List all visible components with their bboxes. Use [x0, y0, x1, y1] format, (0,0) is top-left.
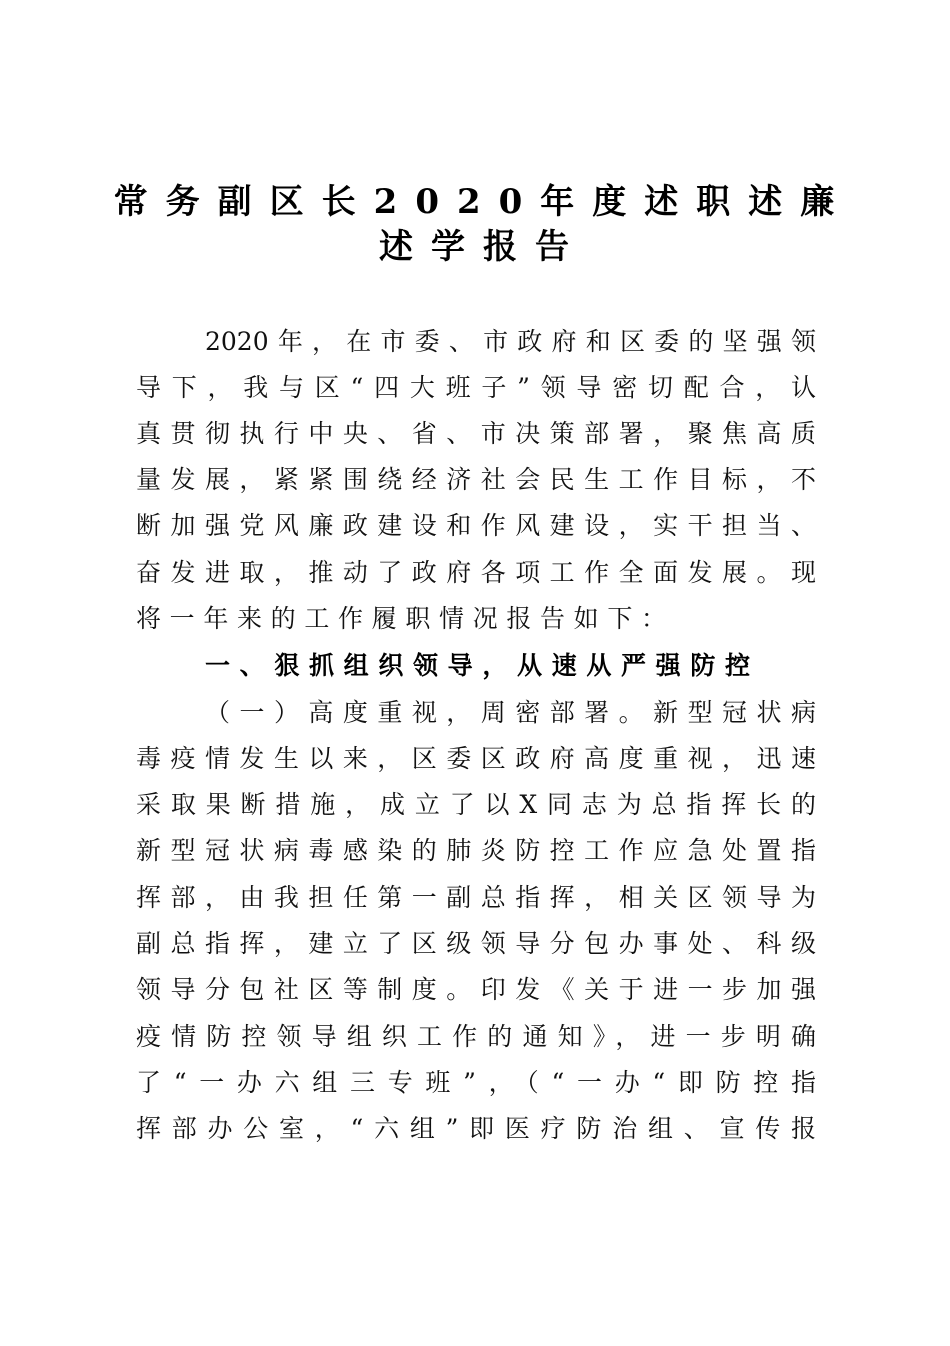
paragraph-line: 疫情防控领导组织工作的通知》，进一步明确 — [136, 1022, 816, 1051]
paragraph-line: 真贯彻执行中央、省、市决策部署，聚焦高质 — [136, 419, 816, 448]
document-title-line-2: 述学报告 — [379, 227, 587, 267]
paragraph-line: 新型冠状病毒感染的肺炎防控工作应急处置指 — [136, 836, 816, 865]
section-heading: 一、狠抓组织领导，从速从严强防控 — [205, 651, 750, 680]
paragraph-line: 采取果断措施，成立了以X同志为总指挥长的 — [136, 790, 816, 819]
paragraph-line: （一）高度重视，周密部署。新型冠状病 — [205, 698, 816, 727]
paragraph-line: 领导分包社区等制度。印发《关于进一步加强 — [136, 975, 816, 1004]
paragraph-line: 副总指挥，建立了区级领导分包办事处、科级 — [136, 929, 816, 958]
paragraph-line: 奋发进取，推动了政府各项工作全面发展。现 — [136, 558, 816, 587]
paragraph-line: 挥部，由我担任第一副总指挥，相关区领导为 — [136, 883, 816, 912]
paragraph-line: 毒疫情发生以来，区委区政府高度重视，迅速 — [136, 744, 816, 773]
paragraph-line: 2020年，在市委、市政府和区委的坚强领 — [205, 327, 816, 356]
paragraph-line: 将一年来的工作履职情况报告如下： — [136, 604, 666, 633]
paragraph-line: 导下，我与区“四大班子”领导密切配合，认 — [136, 373, 816, 402]
paragraph-line: 量发展，紧紧围绕经济社会民生工作目标，不 — [136, 465, 816, 494]
paragraph-line: 了“一办六组三专班”，（“一办“即防控指 — [136, 1068, 816, 1097]
document-title-line-1: 常务副区长2020年度述职述廉 — [113, 182, 853, 222]
paragraph-line: 挥部办公室，“六组”即医疗防治组、宣传报 — [136, 1114, 816, 1143]
paragraph-line: 断加强党风廉政建设和作风建设，实干担当、 — [136, 511, 816, 540]
